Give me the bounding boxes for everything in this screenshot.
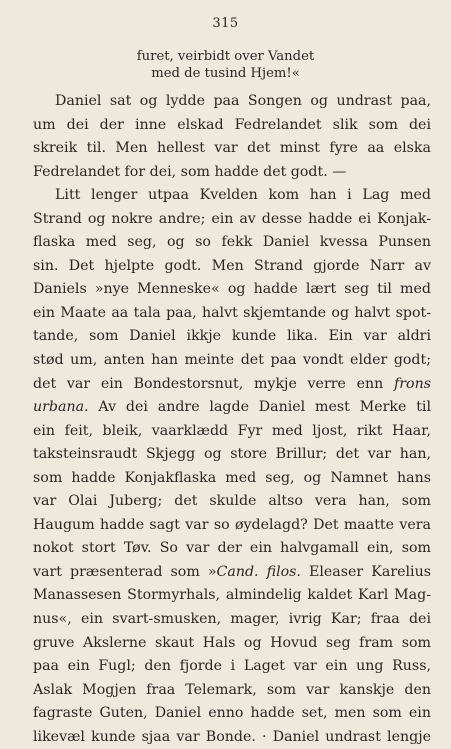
text-segment: sin. Det hjelpte godt. Men Strand gjorde Narr av xyxy=(33,257,431,274)
text-line xyxy=(33,325,431,349)
text-line xyxy=(33,584,431,608)
text-line xyxy=(33,561,431,585)
text-line xyxy=(33,161,431,185)
text-segment: nokot stort Tøv. So var der ein halvgamall ein, som xyxy=(33,540,431,557)
text-line xyxy=(33,467,431,491)
body-text xyxy=(33,90,431,749)
text-segment: paa ein Fugl; den fjorde i Laget var ein ung Russ, xyxy=(33,658,431,675)
verse-line: med de tusind Hjem!« xyxy=(151,66,300,81)
text-segment: Aslak Mogjen fraa Telemark, som var kanskje den xyxy=(33,681,431,698)
text-segment: Manassesen Stormyrhals, almindelig kaldet Karl Mag- xyxy=(33,587,431,604)
text-segment: skreik til. Men hellest var det minst fyre aa elska xyxy=(33,140,431,157)
text-line xyxy=(33,537,431,561)
text-line xyxy=(33,655,431,679)
text-line xyxy=(33,90,431,114)
text-segment: ein Maate aa tala paa, halvt skjemtande og halvt spot- xyxy=(33,304,431,321)
text-line xyxy=(33,420,431,444)
text-line xyxy=(33,208,431,232)
text-line xyxy=(33,702,431,726)
text-line xyxy=(33,632,431,656)
italic-phrase: urbana. xyxy=(33,399,89,416)
text-line xyxy=(33,302,431,326)
text-line xyxy=(33,184,431,208)
text-line xyxy=(33,349,431,373)
text-segment: flaska med seg, og so fekk Daniel kvessa Punsen xyxy=(33,234,431,251)
text-line xyxy=(33,255,431,279)
text-segment: som hadde Konjakflaska med seg, og Namnet hans xyxy=(33,469,431,486)
text-line xyxy=(33,396,431,420)
text-segment: nus«, ein svart-smusken, mager, ivrig Kar; fraa dei xyxy=(33,611,431,628)
verse-line: furet, veirbidt over Vandet xyxy=(136,49,315,64)
text-line xyxy=(33,514,431,538)
text-segment: Haugum hadde sagt var so øydelagd? Det maatte vera xyxy=(33,516,431,533)
text-segment: Av dei andre lagde Daniel mest Merke til xyxy=(88,399,431,416)
text-line xyxy=(33,679,431,703)
italic-phrase: frons xyxy=(394,375,431,392)
text-segment: um dei der inne elskad Fedrelandet slik som dei xyxy=(33,116,431,133)
text-segment: Strand og nokre andre; ein av desse hadde ei Konjak- xyxy=(33,210,431,227)
text-segment: ein feit, bleik, vaarklædd Fyr med ljost, rikt Haar, xyxy=(33,422,431,439)
text-segment: Litt lenger utpaa Kvelden kom han i Lag med xyxy=(55,187,431,204)
page-number: 315 xyxy=(212,16,239,31)
text-segment: Fedrelandet for dei, som hadde det godt. — xyxy=(33,163,347,180)
text-line xyxy=(33,490,431,514)
text-segment: var Olai Juberg; det skulde altso vera han, som xyxy=(33,493,431,510)
text-segment: likevæl kunde sjaa var Bonde. · Daniel undrast lengje xyxy=(33,728,431,745)
text-segment: Daniel sat og lydde paa Songen og undrast paa, xyxy=(55,93,431,109)
text-line xyxy=(33,443,431,467)
text-line xyxy=(33,726,431,749)
text-segment: taksteinsraudt Skjegg og store Brillur; det var han, xyxy=(33,446,431,463)
text-segment: stød um, anten han meinte det paa vondt elder godt; xyxy=(33,352,431,369)
text-segment: Eleaser Karelius xyxy=(300,563,431,580)
text-segment: gruve Akslerne skaut Hals og Hovud seg fram som xyxy=(33,634,431,651)
text-segment: det var ein Bondestorsnut, mykje verre enn xyxy=(33,375,394,392)
text-line xyxy=(33,373,431,397)
text-segment: fagraste Guten, Daniel enno hadde set, men som ein xyxy=(33,705,431,722)
verse-quote xyxy=(0,48,451,82)
text-line xyxy=(33,231,431,255)
text-segment: tande, som Daniel ikkje kunde lika. Ein var aldri xyxy=(33,328,431,345)
text-line xyxy=(33,608,431,632)
text-line xyxy=(33,137,431,161)
text-segment: vart præsenterad som » xyxy=(33,563,217,580)
italic-phrase: Cand. filos. xyxy=(216,563,301,580)
text-segment: Daniels »nye Menneske« og hadde lært seg til med xyxy=(33,281,431,298)
text-line xyxy=(33,278,431,302)
text-line xyxy=(33,114,431,138)
